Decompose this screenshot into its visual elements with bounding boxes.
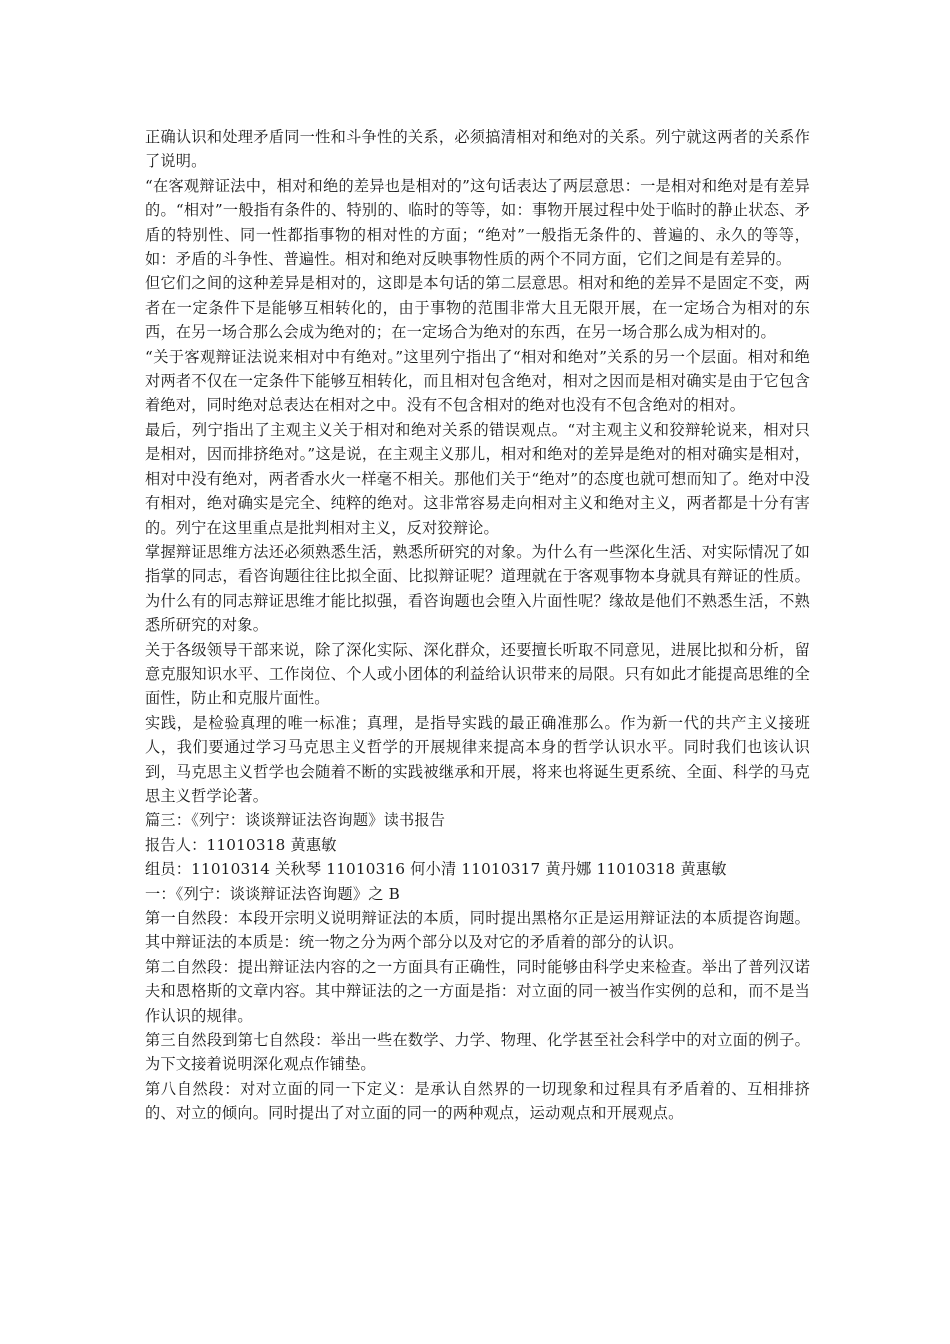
paragraph-2: “在客观辩证法中，相对和绝的差异也是相对的”这句话表达了两层意思：一是相对和绝对是有差异的。“相对”一般指有条件的、特别的、临时的等等，如：事物开展过程中处于临时的静止状态、矛盾的特别性、同一性都指事物的相对性的方面；“绝对”一般指无条件的、普遍的、永久的等等，如：矛盾的斗争性、普遍性。相对和绝对反映事物性质的两个不同方面，它们之间是有差异的。 — [145, 176, 810, 269]
paragraph-3: 但它们之间的这种差异是相对的，这即是本句话的第二层意思。相对和绝的差异不是固定不变，两者在一定条件下是能够互相转化的，由于事物的范围非常大且无限开展，在一定场合为相对的东西，在另一场合那么会成为绝对的；在一定场合为绝对的东西，在另一场合那么成为相对的。 — [145, 274, 810, 342]
document-body — [145, 125, 810, 1126]
paragraph-summary-3: 第三自然段到第七自然段：举出一些在数学、力学、物理、化学甚至社会科学中的对立面的例子。为下文接着说明深化观点作铺垫。 — [145, 1031, 810, 1074]
paragraph-6: 掌握辩证思维方法还必须熟悉生活，熟悉所研究的对象。为什么有一些深化生活、对实际情况了如指掌的同志，看咨询题往往比拟全面、比拟辩证呢？道理就在于客观事物本身就具有辩证的性质。为什么有的同志辩证思维才能比拟强，看咨询题也会堕入片面性呢？缘故是他们不熟悉生活，不熟悉所研究的对象。 — [145, 542, 810, 635]
members-line: 组员：11010314 关秋琴 11010316 何小清 11010317 黄丹娜 11010318 黄惠敏 — [145, 860, 727, 879]
section-title: 篇三：《列宁：谈谈辩证法咨询题》读书报告 — [145, 811, 446, 830]
paragraph-8: 实践，是检验真理的唯一标准；真理，是指导实践的最正确准那么。作为新一代的共产主义接班人，我们要通过学习马克思主义哲学的开展规律来提高本身的哲学认识水平。同时我们也该认识到，马克思主义哲学也会随着不断的实践被继承和开展，将来也将诞生更系统、全面、科学的马克思主义哲学论著。 — [145, 713, 810, 805]
paragraph-summary-4: 第八自然段：对对立面的同一下定义：是承认自然界的一切现象和过程具有矛盾着的、互相排挤的、对立的倾向。同时提出了对立面的同一的两种观点，运动观点和开展观点。 — [145, 1079, 810, 1123]
subsection-heading: 一：《列宁：谈谈辩证法咨询题》之 B — [145, 884, 400, 903]
paragraph-4: “关于客观辩证法说来相对中有绝对。”这里列宁指出了“相对和绝对”关系的另一个层面。相对和绝对两者不仅在一定条件下能够互相转化，而且相对包含绝对，相对之因而是相对确实是由于它包含着绝对，同时绝对总表达在相对之中。没有不包含相对的绝对也没有不包含绝对的相对。 — [145, 347, 810, 415]
reporter-line: 报告人：11010318 黄惠敏 — [145, 835, 337, 854]
paragraph-summary-1: 第一自然段：本段开宗明义说明辩证法的本质，同时提出黑格尔正是运用辩证法的本质提咨询题。其中辩证法的本质是：统一物之分为两个部分以及对它的矛盾着的部分的认识。 — [145, 909, 810, 952]
paragraph-summary-2: 第二自然段：提出辩证法内容的之一方面具有正确性，同时能够由科学史来检查。举出了普列汉诺夫和恩格斯的文章内容。其中辩证法的之一方面是指：对立面的同一被当作实例的总和，而不是当作认识的规律。 — [145, 957, 810, 1025]
paragraph-5: 最后，列宁指出了主观主义关于相对和绝对关系的错误观点。“对主观主义和狡辩轮说来，相对只是相对，因而排挤绝对。”这是说，在主观主义那儿，相对和绝对的差异是绝对的相对确实是相对，相对中没有绝对，两者香水火一样毫不相关。那他们关于“绝对”的态度也就可想而知了。绝对中没有相对，绝对确实是完全、纯粹的绝对。这非常容易走向相对主义和绝对主义，两者都是十分有害的。列宁在这里重点是批判相对主义，反对狡辩论。 — [145, 420, 810, 537]
paragraph-1: 正确认识和处理矛盾同一性和斗争性的关系，必须搞清相对和绝对的关系。列宁就这两者的关系作了说明。 — [145, 128, 810, 171]
paragraph-7: 关于各级领导干部来说，除了深化实际、深化群众，还要擅长听取不同意见，进展比拟和分析，留意克服知识水平、工作岗位、个人或小团体的利益给认识带来的局限。只有如此才能提高思维的全面性，防止和克服片面性。 — [145, 640, 810, 708]
